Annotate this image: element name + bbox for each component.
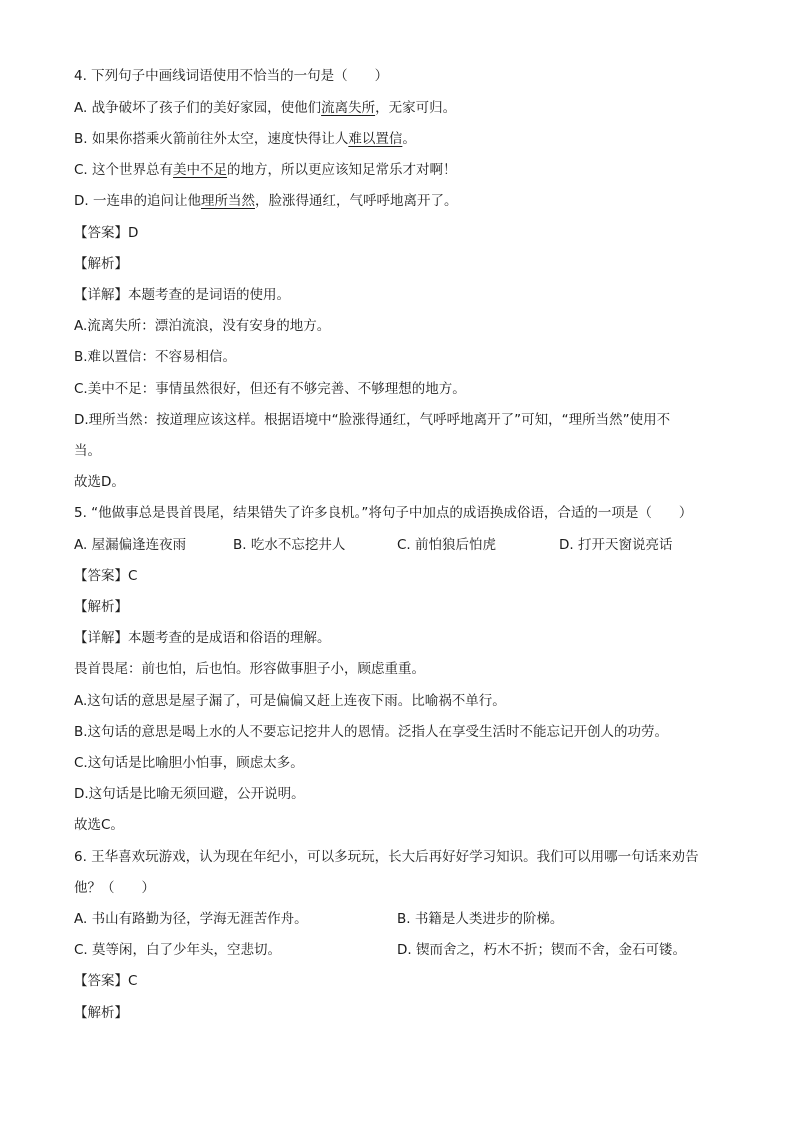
q4-option-b xyxy=(74,130,416,148)
q6-option-c: C. 莫等闲，白了少年头，空悲切。 xyxy=(74,942,282,958)
q4-stem: 4. 下列句子中画线词语使用不恰当的一句是（ ） xyxy=(74,68,389,84)
q4-option-c-underlined: 美中不足 xyxy=(173,162,228,178)
q5-option-a: A. 屋漏偏逢连夜雨 xyxy=(74,537,187,553)
q5-explanation-b: B.这句话的意思是喝上水的人不要忘记挖井人的恩情。泛指人在享受生活时不能忘记开创人的功劳。 xyxy=(74,724,669,740)
q4-analysis-heading: 【解析】 xyxy=(74,256,128,272)
q5-option-d: D. 打开天窗说亮话 xyxy=(559,537,673,553)
q6-stem-cont: 他？（ ） xyxy=(74,880,155,896)
q5-explanation-c: C.这句话是比喻胆小怕事，顾虑太多。 xyxy=(74,755,304,771)
q6-option-d: D. 锲而舍之，朽木不折；锲而不舍，金石可镂。 xyxy=(397,942,686,958)
q4-explanation-d: D.理所当然：按道理应该这样。根据语境中“脸涨得通红，气呼呼地离开了”可知，“理所当然”使用不 xyxy=(74,412,671,428)
q5-option-b: B. 吃水不忘挖井人 xyxy=(233,537,346,553)
q5-explanation-d: D.这句话是比喻无须回避，公开说明。 xyxy=(74,786,305,802)
q4-explanation-a: A.流离失所：漂泊流浪，没有安身的地方。 xyxy=(74,318,331,334)
q5-detail: 【详解】本题考查的是成语和俗语的理解。 xyxy=(74,630,331,646)
q4-option-b-text: B. 如果你搭乘火箭前往外太空，速度快得让人 xyxy=(74,131,349,147)
q4-answer: 【答案】D xyxy=(74,225,139,241)
q6-stem: 6. 王华喜欢玩游戏，认为现在年纪小，可以多玩玩，长大后再好好学习知识。我们可以用哪一句话来劝告 xyxy=(74,849,699,865)
q5-stem: 5. “他做事总是畏首畏尾，结果错失了许多良机。”将句子中加点的成语换成俗语，合适的一项是（ ） xyxy=(74,505,693,521)
q5-answer: 【答案】C xyxy=(74,568,138,584)
q4-option-a-underlined: 流离失所 xyxy=(321,100,376,116)
q5-conclusion: 故选C。 xyxy=(74,817,124,833)
q4-option-c-tail: 的地方，所以更应该知足常乐才对啊！ xyxy=(227,162,457,178)
q4-option-b-underlined: 难以置信 xyxy=(348,131,403,147)
q4-option-a-text: A. 战争破坏了孩子们的美好家园，使他们 xyxy=(74,100,322,116)
q4-option-d-text: D. 一连串的追问让他 xyxy=(74,193,201,209)
q6-analysis-heading: 【解析】 xyxy=(74,1005,128,1021)
q4-explanation-d-cont: 当。 xyxy=(74,443,101,459)
q4-explanation-b: B.难以置信：不容易相信。 xyxy=(74,349,237,365)
q5-explanation-a: A.这句话的意思是屋子漏了，可是偏偏又赶上连夜下雨。比喻祸不单行。 xyxy=(74,693,506,709)
q4-detail: 【详解】本题考查的是词语的使用。 xyxy=(74,287,290,303)
q4-option-a-tail: ，无家可归。 xyxy=(375,100,457,116)
q6-answer: 【答案】C xyxy=(74,973,138,989)
q4-option-c-text: C. 这个世界总有 xyxy=(74,162,174,178)
q4-explanation-c: C.美中不足：事情虽然很好，但还有不够完善、不够理想的地方。 xyxy=(74,381,466,397)
q4-option-a xyxy=(74,99,456,117)
q6-option-b: B. 书籍是人类进步的阶梯。 xyxy=(397,911,564,927)
q4-option-d-tail: ，脸涨得通红，气呼呼地离开了。 xyxy=(254,193,458,209)
q5-explanation-idiom: 畏首畏尾：前也怕，后也怕。形容做事胆子小，顾虑重重。 xyxy=(74,661,425,677)
q4-option-c xyxy=(74,161,457,179)
q4-option-d xyxy=(74,192,457,210)
q4-option-d-underlined: 理所当然 xyxy=(200,193,255,209)
q5-analysis-heading: 【解析】 xyxy=(74,599,128,615)
q4-option-b-tail: 。 xyxy=(402,131,416,147)
q4-conclusion: 故选D。 xyxy=(74,474,125,490)
q6-option-a: A. 书山有路勤为径，学海无涯苦作舟。 xyxy=(74,911,308,927)
q5-option-c: C. 前怕狼后怕虎 xyxy=(397,537,497,553)
